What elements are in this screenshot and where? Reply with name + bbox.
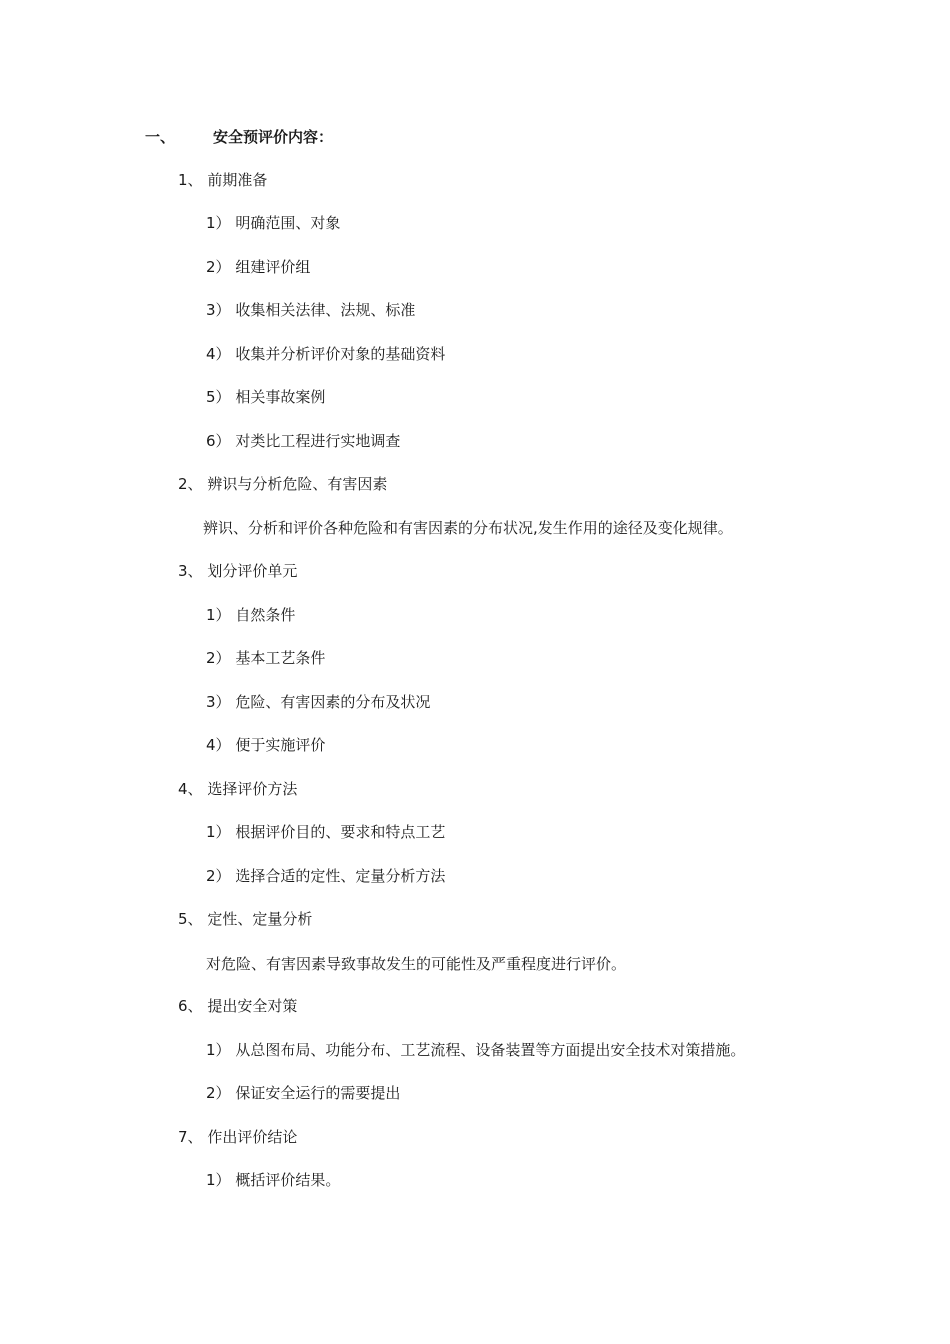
section-paragraph: 辨识、分析和评价各种危险和有害因素的分布状况,发生作用的途径及变化规律。 xyxy=(203,519,733,537)
item-text: 基本工艺条件 xyxy=(235,649,326,667)
heading-marker: 一、 xyxy=(145,128,176,146)
section-title: 选择评价方法 xyxy=(207,780,298,798)
section-marker: 1、 xyxy=(178,171,203,189)
list-item xyxy=(206,1170,340,1190)
list-item xyxy=(206,692,430,712)
section-title: 划分评价单元 xyxy=(207,562,298,580)
item-marker: 3） xyxy=(206,693,231,711)
section-heading xyxy=(178,1127,297,1147)
section-marker: 4、 xyxy=(178,780,203,798)
item-marker: 2） xyxy=(206,649,231,667)
item-text: 对类比工程进行实地调查 xyxy=(235,432,401,450)
item-marker: 1） xyxy=(206,606,231,624)
item-marker: 3） xyxy=(206,301,231,319)
section-title: 提出安全对策 xyxy=(207,997,298,1015)
item-text: 从总图布局、功能分布、工艺流程、设备装置等方面提出安全技术对策措施。 xyxy=(235,1041,746,1059)
item-marker: 2） xyxy=(206,1084,231,1102)
list-item xyxy=(206,257,310,277)
item-marker: 1） xyxy=(206,823,231,841)
list-item xyxy=(206,300,415,320)
item-text: 收集并分析评价对象的基础资料 xyxy=(235,345,446,363)
item-text: 概括评价结果。 xyxy=(235,1171,341,1189)
item-text: 保证安全运行的需要提出 xyxy=(235,1084,401,1102)
item-marker: 2） xyxy=(206,258,231,276)
item-marker: 6） xyxy=(206,432,231,450)
item-text: 明确范围、对象 xyxy=(235,214,341,232)
section-marker: 3、 xyxy=(178,562,203,580)
section-title: 定性、定量分析 xyxy=(207,910,313,928)
item-marker: 4） xyxy=(206,345,231,363)
list-item xyxy=(206,605,295,625)
item-text: 收集相关法律、法规、标准 xyxy=(235,301,416,319)
section-paragraph: 对危险、有害因素导致事故发生的可能性及严重程度进行评价。 xyxy=(206,955,627,973)
item-marker: 1） xyxy=(206,1171,231,1189)
section-marker: 6、 xyxy=(178,997,203,1015)
section-marker: 7、 xyxy=(178,1128,203,1146)
item-marker: 1） xyxy=(206,1041,231,1059)
list-item xyxy=(206,735,325,755)
section-title: 作出评价结论 xyxy=(207,1128,298,1146)
item-marker: 4） xyxy=(206,736,231,754)
item-text: 选择合适的定性、定量分析方法 xyxy=(235,867,446,885)
list-item xyxy=(206,648,325,668)
item-text: 组建评价组 xyxy=(235,258,311,276)
section-heading xyxy=(178,909,312,929)
item-text: 根据评价目的、要求和特点工艺 xyxy=(235,823,446,841)
list-item xyxy=(206,431,400,451)
item-text: 危险、有害因素的分布及状况 xyxy=(235,693,431,711)
list-item xyxy=(206,387,325,407)
heading-title: 安全预评价内容： xyxy=(213,128,334,146)
list-item xyxy=(206,213,340,233)
section-heading xyxy=(178,474,387,494)
section-title: 前期准备 xyxy=(207,171,268,189)
item-marker: 2） xyxy=(206,867,231,885)
section-marker: 5、 xyxy=(178,910,203,928)
item-marker: 5） xyxy=(206,388,231,406)
item-marker: 1） xyxy=(206,214,231,232)
list-item xyxy=(206,1040,745,1060)
section-heading xyxy=(178,170,267,190)
section-marker: 2、 xyxy=(178,475,203,493)
item-text: 自然条件 xyxy=(235,606,296,624)
list-item xyxy=(206,822,445,842)
item-text: 便于实施评价 xyxy=(235,736,326,754)
section-heading xyxy=(178,561,297,581)
list-item xyxy=(206,866,445,886)
list-item xyxy=(206,344,445,364)
section-title: 辨识与分析危险、有害因素 xyxy=(207,475,388,493)
section-heading xyxy=(178,996,297,1016)
list-item xyxy=(206,1083,400,1103)
item-text: 相关事故案例 xyxy=(235,388,326,406)
section-heading xyxy=(178,779,297,799)
